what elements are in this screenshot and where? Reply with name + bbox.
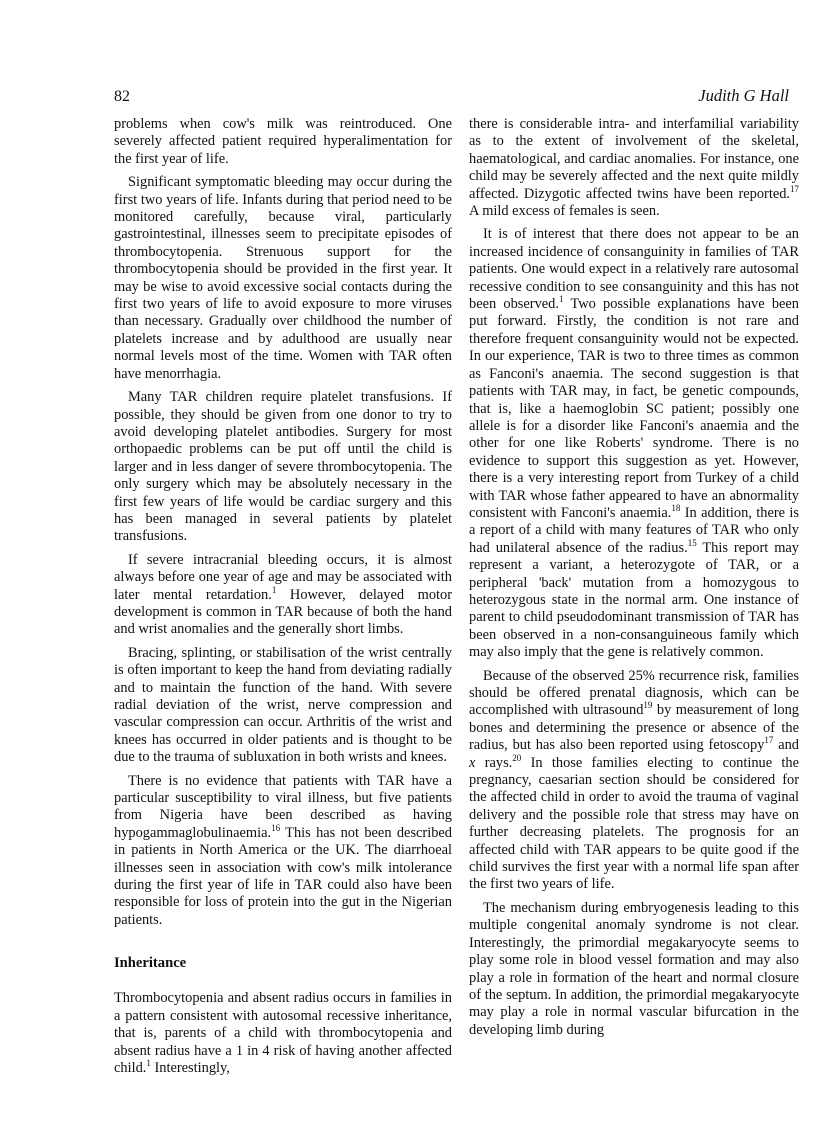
reference-marker: 18 <box>671 503 681 514</box>
reference-marker: 19 <box>643 700 653 711</box>
reference-marker: 16 <box>271 823 281 834</box>
paragraph: there is considerable intra- and interfamilial variability as to the extent of involvement of the skeletal, haematological, and cardiac anomalies. For instance, one child may be severely affected and the next quite mildly affected. Dizygotic affected twins have been reported.$^{17}$ A mild excess of females is seen. <box>469 116 799 220</box>
left-column <box>114 116 452 1083</box>
paragraph: Many TAR children require platelet transfusions. If possible, they should be given from one donor to try to avoid developing platelet antibodies. Surgery for most orthopaedic problems can be put off until the child is larger and in less danger of severe thrombocytopenia. The only surgery which may be absolutely necessary in the first few years of life would be cardiac surgery and this has been managed in several patients by platelet transfusions. <box>114 389 452 545</box>
paragraph: Thrombocytopenia and absent radius occurs in families in a pattern consistent with autosomal recessive inheritance, that is, parents of a child with thrombocytopenia and absent radius have a 1 in 4 risk of having another affected child.$^1$ Interestingly, <box>114 990 452 1076</box>
section-heading-inheritance: Inheritance <box>114 955 187 972</box>
paragraph: If severe intracranial bleeding occurs, it is almost always before one year of age and may be associated with later mental retardation.$^1$ However, delayed motor development is common in TAR because of both the hand and wrist anomalies and the generally short limbs. <box>114 551 453 638</box>
reference-marker: 1 <box>146 1058 151 1069</box>
reference-marker: 15 <box>687 537 697 548</box>
paragraph: There is no evidence that patients with TAR have a particular susceptibility to viral illness, but five patients from Nigeria have been described as having hypogammaglobulinaemia.$^{16}$ This has not been described in patients in North America or the UK. The diarrhoeal illnesses seen in association with cow's milk intolerance during the first year of life in TAR could also have been responsible for loss of protein into the gut in the Nigerian patients. <box>114 772 452 928</box>
reference-marker: 20 <box>512 752 522 763</box>
paragraph: The mechanism during embryogenesis leading to this multiple congenital anomaly syndrome is not clear. Interestingly, the primordial megakaryocyte seems to play some role in blood vessel formation and may also play a role in formation of the heart and normal closure of the septum. In addition, the primordial megakaryocyte may play a role in normal vascular bifurcation in the developing limb during <box>469 899 799 1038</box>
reference-marker: 17 <box>790 183 799 194</box>
paragraph: It is of interest that there does not appear to be an increased incidence of consanguinity in families of TAR patients. One would expect in a relatively rare autosomal recessive condition to see consanguinity and this has not been observed.$^1$ Two possible explanations have been put forward. Firstly, the condition is not rare and therefore frequent consanguinity would not be expected. In our experience, TAR is two to three times as common as Fanconi's anaemia. The second suggestion is that patients with TAR may, in fact, be genetic compounds, that is, like a haemoglobin SC patient; possibly one allele is for a disorder like Fanconi's anaemia and the other for one like Roberts' syndrome. There is no evidence to support this suggestion as yet. However, there is a very interesting report from Turkey of a child with TAR whose father appeared to have an abnormality consistent with Fanconi's anaemia.$^{18}$ In addition, there is a report of a child with many features of TAR who only had unilateral absence of the radius.$^{15}$ This report may represent a variant, a heterozygote of TAR, or a peripheral 'back' mutation from a homozygous to heterozygous state in the normal arm. One instance of parent to child pseudodominant transmission of TAR has been observed in a non-consanguineous family which may also imply that the gene is relatively common. <box>469 226 799 661</box>
running-head-author: Judith G Hall <box>698 86 789 105</box>
paragraph: problems when cow's milk was reintroduced. One severely affected patient required hyperalimentation for the first year of life. <box>114 116 452 167</box>
paragraph: Because of the observed 25% recurrence risk, families should be offered prenatal diagnosis, which can be accomplished with ultrasound$^{19}$ by measurement of long bones and determining the presence or absence of the radius, but has also been reported using fetoscopy$^{17}$ and x rays.$^{20}$ In those families electing to continue the pregnancy, caesarian section should be considered for the affected child in order to avoid the trauma of vaginal delivery and the possible role that stress may have on further decreasing platelets. The prognosis for an affected child with TAR appears to be quite good if the child survives the first year with a normal life span after the first two years of life. <box>469 667 800 893</box>
reference-marker: 1 <box>558 294 564 305</box>
page-number: 82 <box>114 88 130 105</box>
reference-marker: 17 <box>764 735 774 746</box>
paragraph: Significant symptomatic bleeding may occur during the first two years of life. Infants during that period need to be monitored carefully, because viral, particularly gastrointestinal, illnesses seem to precipitate episodes of thrombocytopenia. Strenuous support for the thrombocytopenia should be provided in the first year. It may be wise to avoid excessive social contacts during the first two years of life to avoid exposure to more viruses than necessary. Gradually over childhood the number of platelets increase and by adulthood are usually near normal levels most of the time. Women with TAR often have menorrhagia. <box>114 174 452 382</box>
reference-marker: 1 <box>271 584 277 595</box>
right-column <box>469 116 799 1045</box>
paragraph: Bracing, splinting, or stabilisation of the wrist centrally is often important to keep the hand from deviating radially and to maintain the function of the hand. With severe radial deviation of the wrist, nerve compression and vascular compression can occur. Arthritis of the wrist and knees has occurred in older patients and is thought to be due to the trauma of subluxation in both wrists and knees. <box>114 644 452 766</box>
